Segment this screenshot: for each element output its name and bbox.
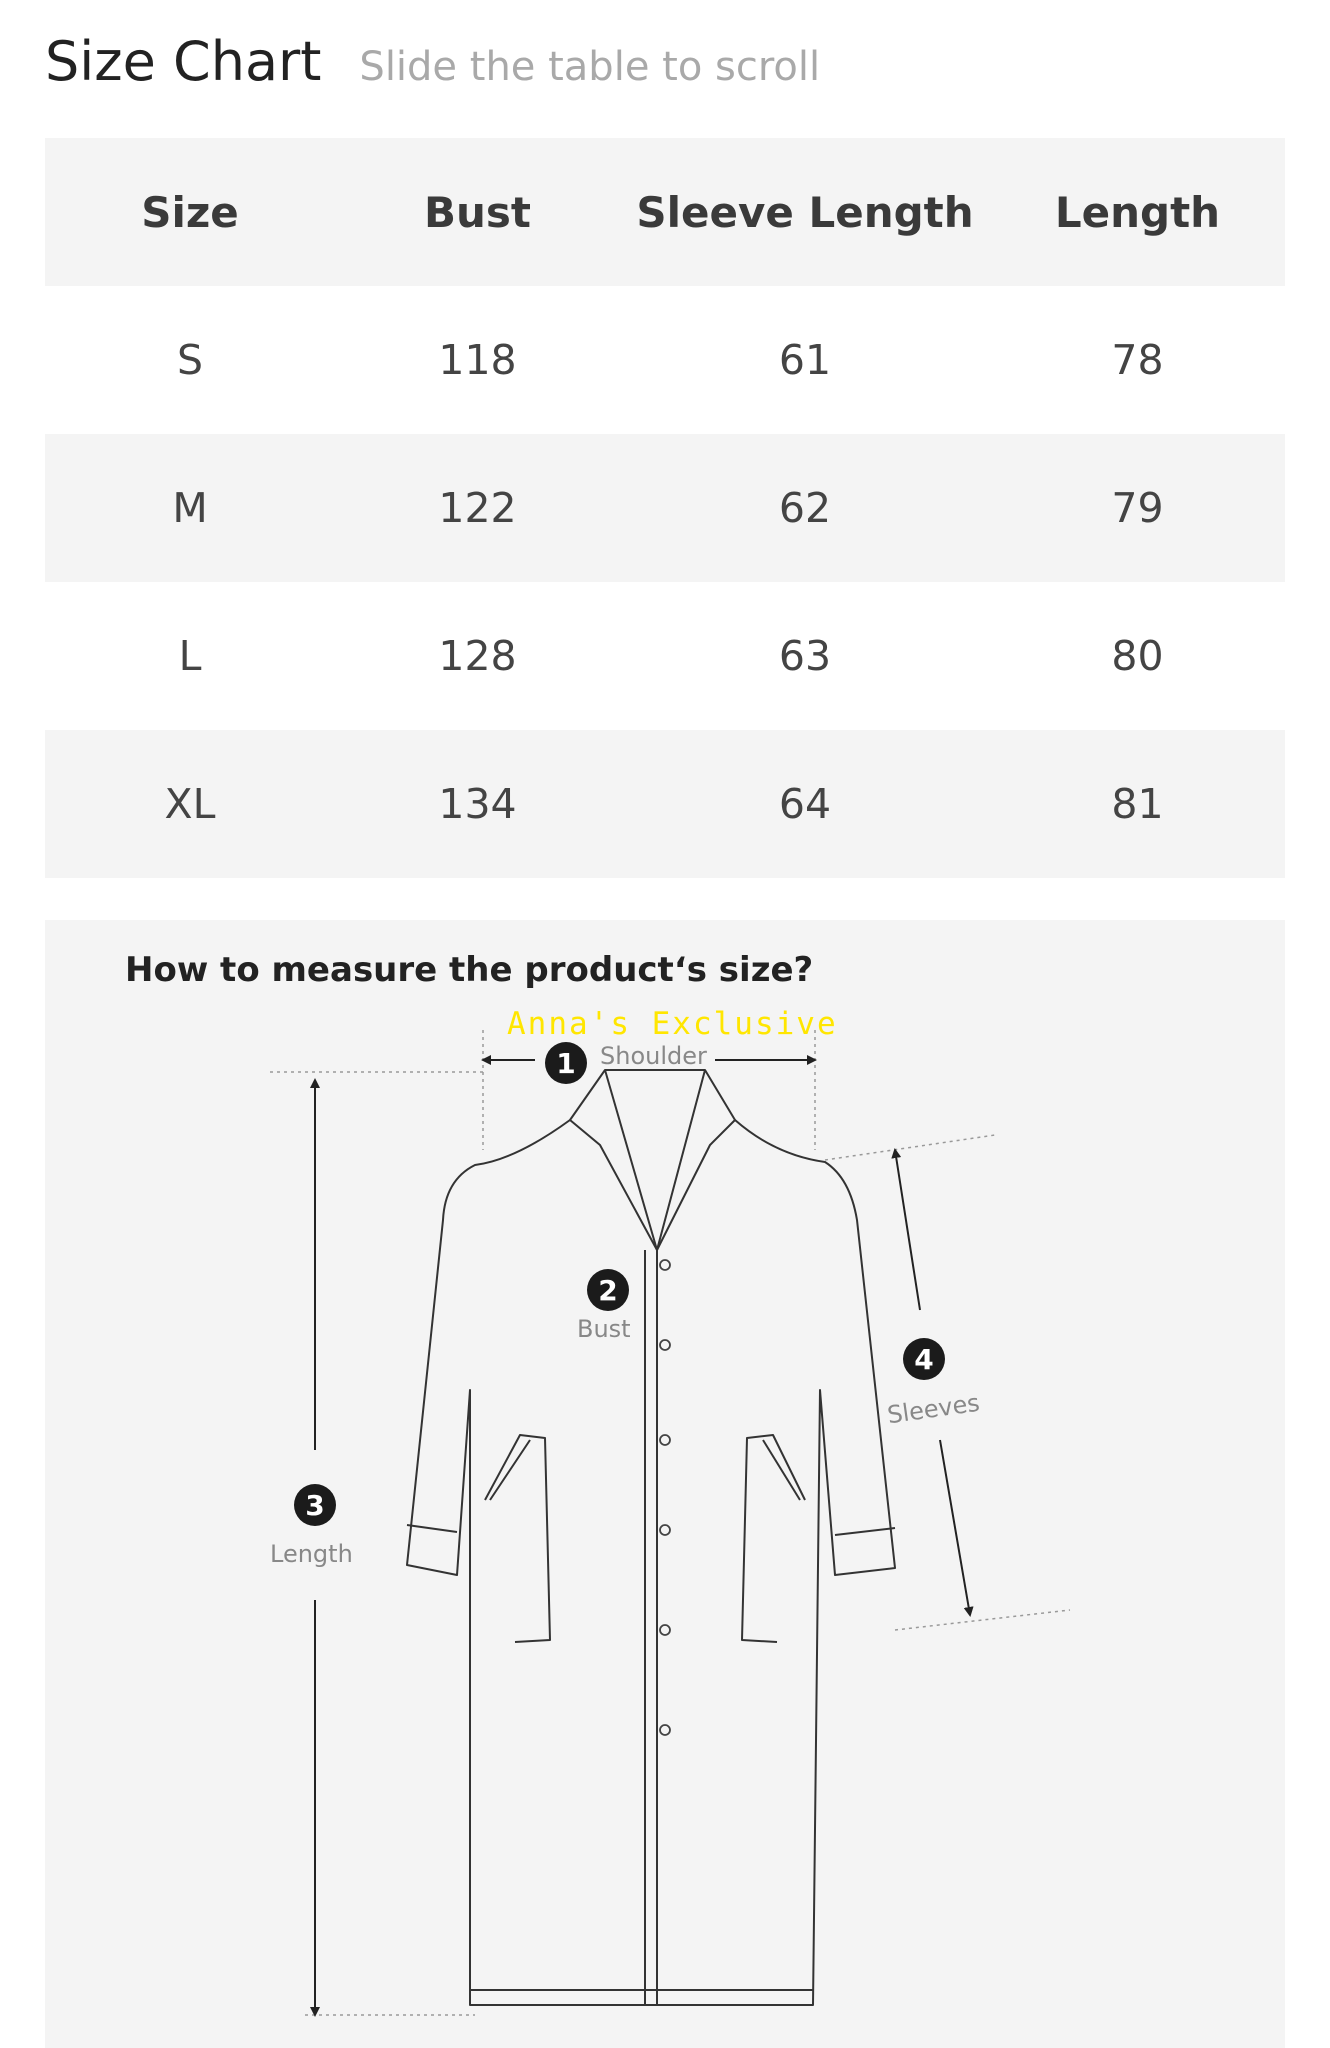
size-chart-header	[45, 30, 820, 110]
bust-cell: 118	[438, 336, 517, 384]
measurement-guide	[45, 920, 1285, 2048]
page-title: Size Chart	[45, 30, 322, 93]
column-header-size: Size	[141, 187, 239, 237]
table-row	[45, 434, 1285, 582]
length-label: Length	[270, 1540, 353, 1568]
sleeve-length-cell: 63	[778, 632, 832, 680]
coat-diagram	[45, 920, 1285, 2048]
length-number-badge: 3	[294, 1484, 336, 1526]
shoulder-number-badge: 1	[545, 1042, 587, 1084]
table-row	[45, 286, 1285, 434]
coat-outline	[407, 1070, 895, 2005]
bust-number-badge: 2	[587, 1269, 629, 1311]
column-header-length: Length	[1054, 187, 1221, 237]
column-header-sleeve-length: Sleeve Length	[636, 187, 974, 237]
table-row	[45, 730, 1285, 878]
table-row	[45, 582, 1285, 730]
length-cell: 78	[1111, 336, 1164, 384]
shoulder-label: Shoulder	[600, 1042, 707, 1070]
length-cell: 80	[1111, 632, 1164, 680]
bust-cell: 134	[438, 780, 517, 828]
bust-label: Bust	[577, 1315, 631, 1343]
size-table[interactable]	[45, 138, 1285, 878]
size-cell: M	[172, 484, 208, 532]
sleeve-length-cell: 62	[778, 484, 832, 532]
watermark: Anna's Exclusive	[507, 1006, 838, 1042]
length-cell: 81	[1111, 780, 1164, 828]
size-cell: XL	[164, 780, 216, 828]
sleeves-number-badge: 4	[903, 1338, 945, 1380]
scroll-hint: Slide the table to scroll	[359, 44, 821, 90]
measure-title: How to measure the product‘s size?	[125, 950, 814, 990]
bust-cell: 128	[438, 632, 517, 680]
size-cell: S	[176, 336, 204, 384]
sleeves-label: Sleeves	[885, 1388, 982, 1430]
sleeve-length-cell: 64	[778, 780, 832, 828]
table-header-row	[45, 138, 1285, 286]
column-header-bust: Bust	[424, 187, 531, 237]
sleeve-length-cell: 61	[778, 336, 832, 384]
length-cell: 79	[1111, 484, 1164, 532]
size-cell: L	[178, 632, 202, 680]
bust-cell: 122	[438, 484, 517, 532]
